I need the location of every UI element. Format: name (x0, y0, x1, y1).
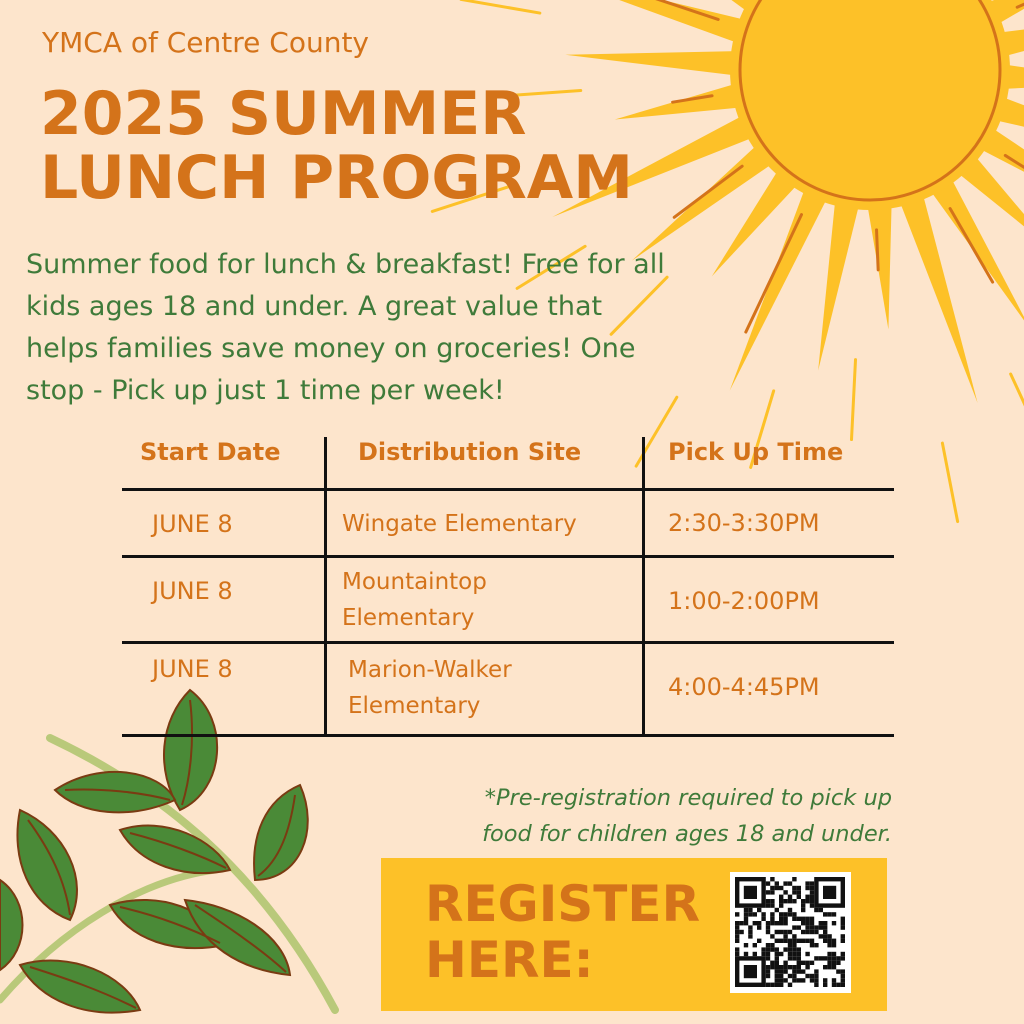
row-start-date: JUNE 8 (152, 655, 233, 683)
table-divider (642, 437, 645, 737)
title-line-2: LUNCH PROGRAM (40, 143, 633, 213)
register-line-1: REGISTER (425, 875, 701, 933)
table-divider (122, 488, 894, 491)
row-site: Mountaintop (342, 569, 487, 595)
note-line-1: *Pre-registration required to pick up (484, 785, 892, 811)
page-title (40, 79, 633, 213)
table-divider (122, 641, 894, 644)
row-pickup-time: 1:00-2:00PM (668, 587, 820, 615)
registration-note (400, 780, 892, 852)
row-site-line-2: Elementary (348, 693, 481, 719)
description-line-2: kids ages 18 and under. A great value that (26, 291, 603, 322)
register-label (425, 876, 700, 988)
header-pick-up-time: Pick Up Time (668, 438, 844, 466)
sun-ray (565, 51, 736, 75)
register-line-2: HERE: (425, 931, 594, 989)
row-site-line-2: Elementary (342, 605, 475, 631)
table-divider (324, 437, 327, 737)
row-pickup-time: 4:00-4:45PM (668, 673, 820, 701)
qr-code-pattern (730, 872, 851, 993)
description-line-1: Summer food for lunch & breakfast! Free for all (26, 249, 665, 280)
header-start-date: Start Date (140, 438, 281, 466)
leaf-branch-icon (0, 690, 335, 1013)
description-line-4: stop - Pick up just 1 time per week! (26, 375, 505, 406)
sun-ray-thin (852, 360, 856, 440)
row-site: Marion-Walker (348, 657, 512, 683)
row-start-date: JUNE 8 (152, 510, 233, 538)
description-line-3: helps families save money on groceries! One (26, 333, 636, 364)
note-line-2: food for children ages 18 and under. (482, 821, 892, 847)
table-divider (122, 734, 894, 737)
sun-ray-thin (1011, 374, 1024, 447)
row-start-date: JUNE 8 (152, 577, 233, 605)
sun-ray-line (877, 230, 879, 270)
sun-ray (535, 0, 745, 43)
header-distribution-site: Distribution Site (358, 438, 582, 466)
row-site: Wingate Elementary (342, 511, 577, 537)
table-divider (122, 555, 894, 558)
sun-ray-thin (942, 443, 957, 522)
organization-name: YMCA of Centre County (42, 26, 370, 59)
title-line-1: 2025 SUMMER (40, 79, 527, 149)
sun-ray (818, 200, 859, 370)
program-description (26, 244, 766, 412)
sun-ray-thin (461, 0, 540, 13)
qr-code-icon[interactable] (730, 872, 851, 993)
row-pickup-time: 2:30-3:30PM (668, 509, 820, 537)
sun-ray-line (674, 166, 742, 217)
register-banner[interactable] (381, 858, 887, 1011)
